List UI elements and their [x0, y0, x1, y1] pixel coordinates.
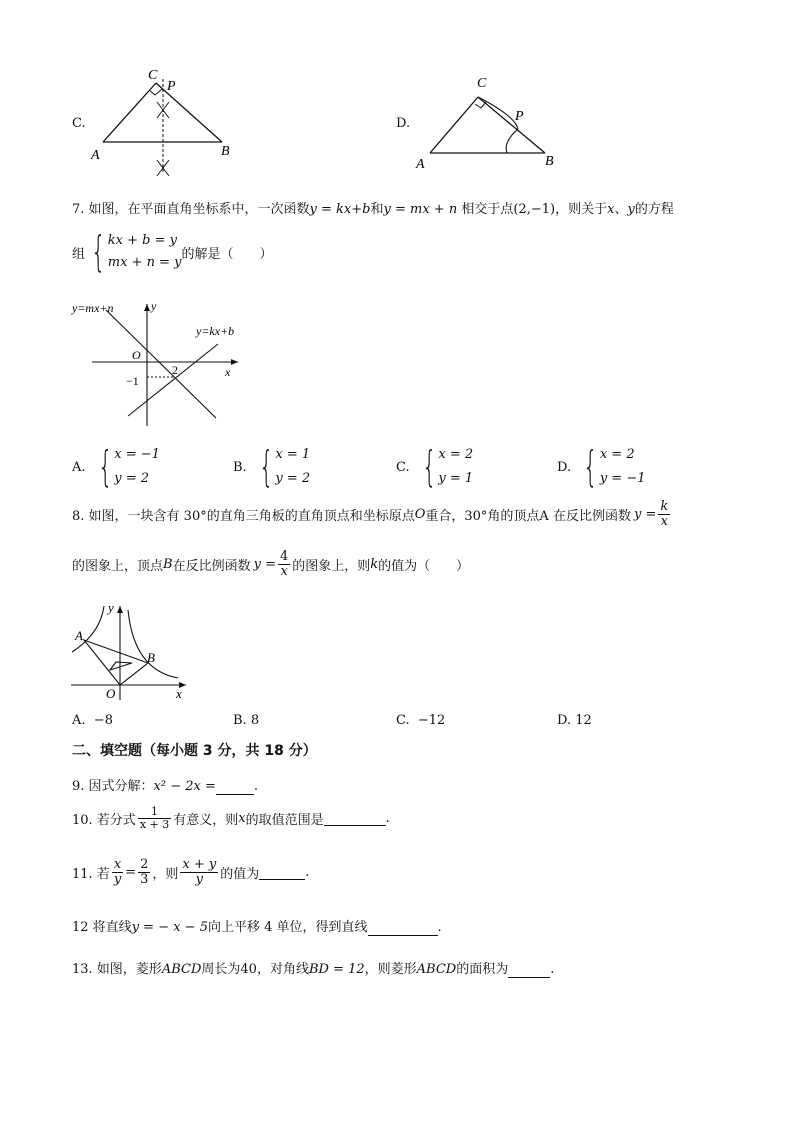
answer-blank[interactable]: [216, 779, 254, 795]
question-10: 10. 若分式 $\frac{1}{x + 3}$ 有意义，则 x 的取值范围是 .: [72, 805, 390, 831]
x-axis-label: x: [176, 686, 182, 701]
origin-label: O: [132, 348, 141, 362]
equation-system: { kx + b = y mx + n = y: [91, 227, 182, 276]
q8-inverse-graph: [68, 600, 193, 704]
q8-option-d[interactable]: D. 12: [557, 713, 592, 728]
q7-option-a[interactable]: A. { x = −1 y = 2: [72, 442, 160, 491]
option-c-label: C.: [72, 116, 86, 131]
q8-option-b[interactable]: B. 8: [233, 713, 260, 728]
vertex-c: C: [148, 68, 158, 83]
answer-blank[interactable]: [368, 920, 438, 936]
y-axis-label: y: [151, 299, 157, 313]
question-12: 12 将直线y = − x − 5向上平移 4 单位，得到直线 .: [72, 920, 442, 935]
line-label-mx-n: y=mx+n: [72, 301, 114, 315]
question-13: 13. 如图，菱形ABCD周长为40，对角线BD = 12，则菱形ABCD的面积为 .: [72, 962, 555, 977]
y-axis-label: y: [108, 600, 114, 615]
answer-blank[interactable]: [324, 810, 386, 826]
vertex-a: A: [416, 157, 425, 172]
line-label-kx-b: y=kx+b: [196, 324, 235, 338]
answer-blank[interactable]: [508, 962, 550, 978]
question-9: 9. 因式分解：x² − 2x = .: [72, 779, 259, 794]
x-axis-label: x: [225, 365, 231, 379]
q7-option-c[interactable]: C. { x = 2 y = 1: [396, 442, 474, 491]
question-7-line1: 7. 如图，在平面直角坐标系中，一次函数y = kx+b和y = mx + n 相交于点(2,−1)，则关于x、y的方程: [72, 202, 674, 217]
triangle-figure-c: [88, 64, 248, 182]
vertex-b: B: [221, 144, 230, 159]
answer-blank[interactable]: [259, 864, 305, 880]
q8-option-a[interactable]: A. −8: [72, 713, 113, 728]
vertex-a: A: [91, 148, 100, 163]
point-b: B: [147, 650, 155, 665]
q7-linear-graph: [68, 296, 248, 431]
origin-o: O: [106, 686, 116, 701]
option-d-label: D.: [396, 116, 411, 131]
q7-option-d[interactable]: D. { x = 2 y = −1: [557, 442, 646, 491]
point-p: P: [167, 79, 176, 94]
vertex-c: C: [477, 76, 487, 91]
tick-x-2: 2: [172, 363, 178, 377]
question-7-line2: 组 { kx + b = y mx + n = y 的解是（ ）: [72, 227, 273, 276]
triangle-figure-d: [415, 68, 565, 172]
q8-option-c[interactable]: C. −12: [396, 713, 446, 728]
section-heading: 二、填空题（每小题 3 分，共 18 分）: [72, 743, 317, 759]
q7-option-b[interactable]: B. { x = 1 y = 2: [233, 442, 311, 491]
question-8-line1: 8. 如图，一块含有 30°的直角三角板的直角顶点和坐标原点 O 重合，30°角的顶点A 在反比例函数 y = $\frac{k}{x}$: [72, 499, 669, 529]
question-11: 11. 若 $\frac{x}{y}$ = $\frac{2}{3}$ ，则 $\frac{x + y}{y}$ 的值为 .: [72, 857, 310, 887]
tick-y-neg1: −1: [126, 374, 139, 388]
vertex-b: B: [545, 154, 554, 169]
point-a: A: [75, 628, 83, 643]
question-8-line2: 的图象上，顶点 B 在反比例函数 y = $\frac{4}{x}$ 的图象上，则 k 的值为（ ）: [72, 549, 470, 579]
point-p: P: [515, 109, 524, 124]
